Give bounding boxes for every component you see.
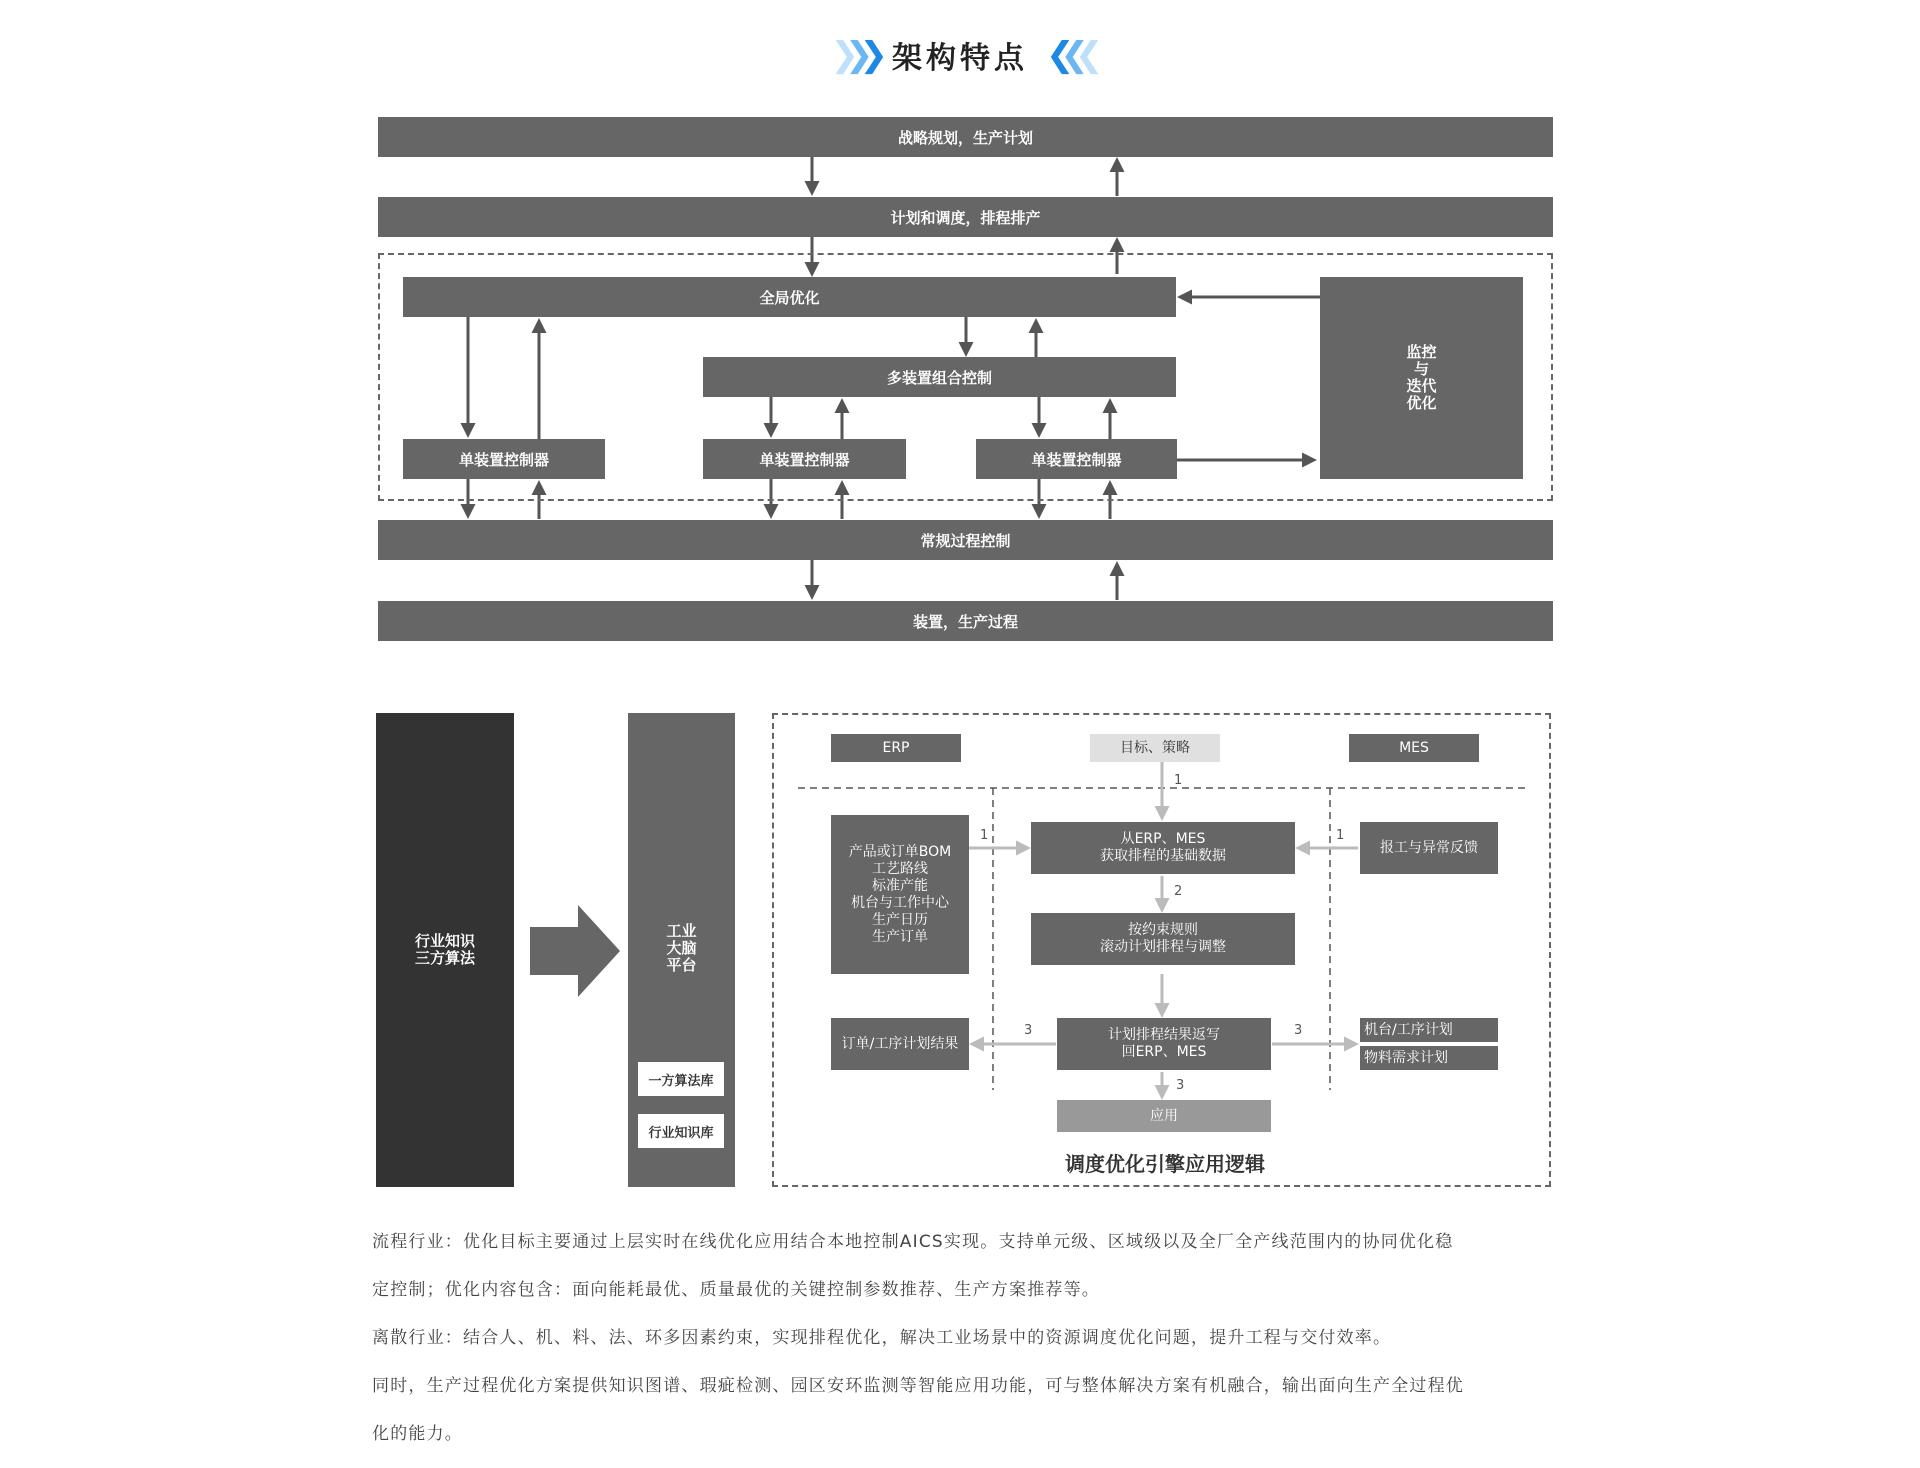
step-number: 1: [1174, 773, 1183, 788]
step-number: 3: [1176, 1078, 1185, 1093]
step-number: 2: [1174, 884, 1183, 899]
rolling-schedule-box: 按约束规则 滚动计划排程与调整: [1031, 913, 1295, 965]
paragraph-process-industry-1: 流程行业：优化目标主要通过上层实时在线优化应用结合本地控制AICS实现。支持单元级、区域级以及全厂全产线范围内的协同优化稳: [372, 1232, 1454, 1252]
single-device-controller-middle: 单装置控制器: [703, 439, 906, 479]
apply-box: 应用: [1057, 1100, 1271, 1132]
industry-knowledge-library: 行业知识库: [638, 1114, 724, 1148]
material-plan-box: 物料需求计划: [1360, 1046, 1498, 1070]
multi-device-control-bar: 多装置组合控制: [703, 357, 1176, 397]
mes-box: MES: [1349, 734, 1479, 762]
order-plan-result-box: 订单/工序计划结果: [831, 1018, 969, 1070]
report-exception-box: 报工与异常反馈: [1360, 822, 1498, 874]
writeback-box: 计划排程结果返写 回ERP、MES: [1057, 1018, 1271, 1070]
paragraph-process-industry-2: 定控制；优化内容包含：面向能耗最优、质量最优的关键控制参数推荐、生产方案推荐等。: [372, 1280, 1100, 1300]
device-production-process-bar: 装置，生产过程: [378, 601, 1553, 641]
single-device-controller-left: 单装置控制器: [403, 439, 605, 479]
chevron-right-icon: ❯❯❯: [830, 35, 874, 75]
global-optimization-bar: 全局优化: [403, 277, 1176, 317]
erp-box: ERP: [831, 734, 961, 762]
monitor-iterate-box: 监控 与 迭代 优化: [1320, 277, 1523, 479]
scheduling-bar: 计划和调度，排程排产: [378, 197, 1553, 237]
section-title: 架构特点: [892, 41, 1028, 76]
industry-knowledge-block: 行业知识 三方算法: [376, 713, 514, 1187]
input-data-box: 产品或订单BOM 工艺路线 标准产能 机台与工作中心 生产日历 生产订单: [831, 815, 969, 974]
step-number: 1: [980, 828, 989, 843]
machine-plan-box: 机台/工序计划: [1360, 1018, 1498, 1042]
single-device-controller-right: 单装置控制器: [976, 439, 1177, 479]
paragraph-additional-1: 同时，生产过程优化方案提供知识图谱、瑕疵检测、园区安环监测等智能应用功能，可与整体解决方案有机融合，输出面向生产全过程优: [372, 1376, 1464, 1396]
step-number: 1: [1336, 828, 1345, 843]
engine-caption: 调度优化引擎应用逻辑: [1065, 1152, 1265, 1176]
strategic-planning-bar: 战略规划，生产计划: [378, 117, 1553, 157]
goal-strategy-box: 目标、策略: [1090, 734, 1220, 762]
routine-process-control-bar: 常规过程控制: [378, 520, 1553, 560]
chevron-left-icon: ❮❮❮: [1046, 35, 1090, 75]
step-number: 3: [1294, 1023, 1303, 1038]
step-number: 3: [1024, 1023, 1033, 1038]
first-party-algorithm-library: 一方算法库: [638, 1062, 724, 1096]
paragraph-discrete-industry: 离散行业：结合人、机、料、法、环多因素约束，实现排程优化，解决工业场景中的资源调度优化问题，提升工程与交付效率。: [372, 1328, 1392, 1348]
fetch-base-data-box: 从ERP、MES 获取排程的基础数据: [1031, 822, 1295, 874]
paragraph-additional-2: 化的能力。: [372, 1424, 463, 1444]
platform-title: 工业 大脑 平台: [666, 922, 697, 974]
